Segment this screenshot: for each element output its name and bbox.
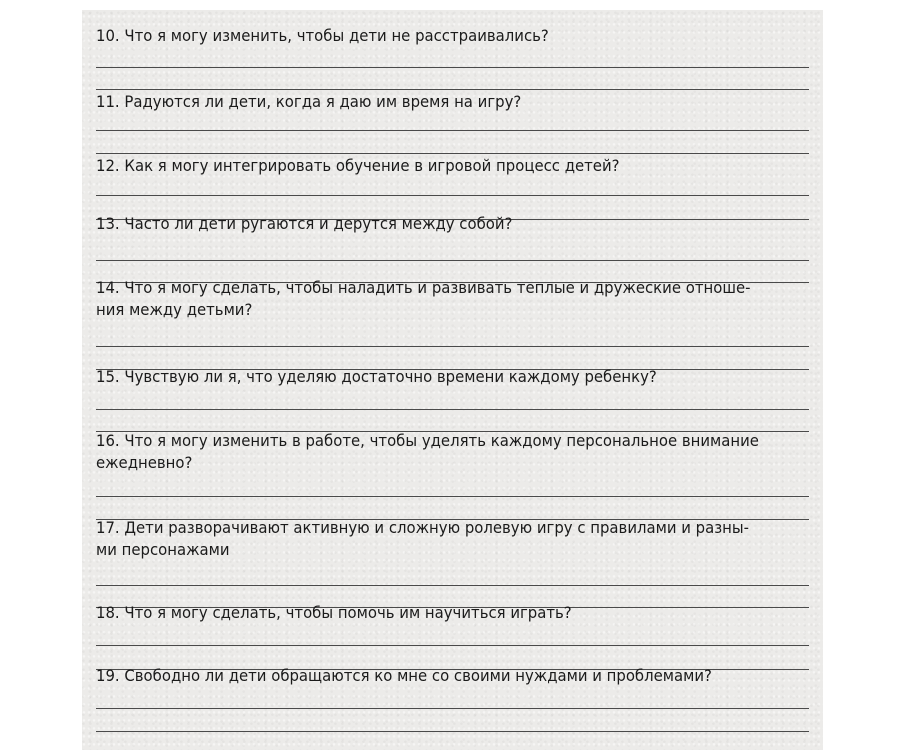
question-18: 18. Что я могу сделать, чтобы помочь им научиться играть?: [96, 603, 572, 622]
question-12: 12. Как я могу интегрировать обучение в игровой процесс детей?: [96, 156, 620, 175]
answer-line: [96, 195, 809, 196]
question-14: 14. Что я могу сделать, чтобы наладить и развивать теплые и дружеские отноше- ния между детьми?: [96, 278, 751, 319]
answer-line: [96, 731, 809, 732]
answer-line: [96, 708, 809, 709]
answer-line: [96, 409, 809, 410]
question-16: 16. Что я могу изменить в работе, чтобы уделять каждому персональное внимание ежедневно?: [96, 431, 759, 472]
answer-line: [96, 260, 809, 261]
question-15: 15. Чувствую ли я, что уделяю достаточно времени каждому ребенку?: [96, 367, 657, 386]
question-11: 11. Радуются ли дети, когда я даю им время на игру?: [96, 92, 522, 111]
question-17: 17. Дети разворачивают активную и сложную ролевую игру с правилами и разны- ми персонажами: [96, 518, 749, 559]
answer-line: [96, 585, 809, 586]
answer-line: [96, 645, 809, 646]
answer-line: [96, 346, 809, 347]
answer-line: [96, 496, 809, 497]
answer-line: [96, 153, 809, 154]
question-13: 13. Часто ли дети ругаются и дерутся между собой?: [96, 214, 513, 233]
answer-line: [96, 130, 809, 131]
answer-line: [96, 89, 809, 90]
question-10: 10. Что я могу изменить, чтобы дети не расстраивались?: [96, 26, 549, 45]
worksheet-page: [82, 10, 823, 750]
question-19: 19. Свободно ли дети обращаются ко мне со своими нуждами и проблемами?: [96, 666, 712, 685]
answer-line: [96, 67, 809, 68]
